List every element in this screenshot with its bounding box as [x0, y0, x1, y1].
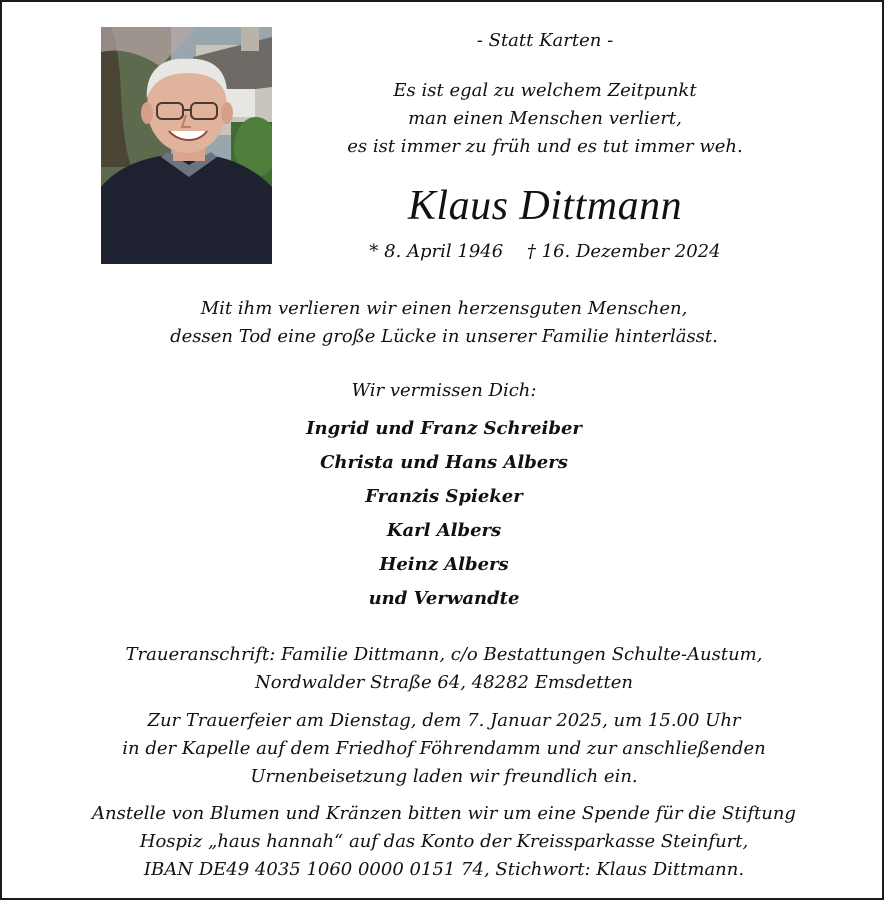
poem-line: es ist immer zu früh und es tut immer weh. — [347, 136, 743, 157]
intro-line: Mit ihm verlieren wir einen herzensguten Menschen, — [200, 298, 688, 319]
statt-karten-header: - Statt Karten - — [476, 30, 614, 51]
family-member: Christa und Hans Albers — [320, 452, 568, 473]
donation-info — [2, 800, 884, 884]
birth-date: * 8. April 1946 — [369, 241, 504, 262]
intro-text — [2, 295, 884, 351]
miss-line: Wir vermissen Dich: — [351, 380, 537, 401]
family-member: Ingrid und Franz Schreiber — [306, 418, 582, 439]
family-list — [2, 412, 884, 616]
donation-line: Hospiz „haus hannah“ auf das Konto der Kreissparkasse Steinfurt, — [139, 831, 749, 852]
deceased-name: Klaus Dittmann — [407, 183, 683, 229]
family-member: und Verwandte — [368, 588, 520, 609]
intro-line: dessen Tod eine große Lücke in unserer Familie hinterlässt. — [170, 326, 718, 347]
donation-line: IBAN DE49 4035 1060 0000 0151 74, Stichwort: Klaus Dittmann. — [143, 859, 745, 880]
donation-line: Anstelle von Blumen und Kränzen bitten wir um eine Spende für die Stiftung — [92, 803, 796, 824]
family-member: Heinz Albers — [379, 554, 509, 575]
life-dates — [302, 241, 788, 262]
service-line: in der Kapelle auf dem Friedhof Föhrendamm und zur anschließenden — [122, 738, 766, 759]
address-line: Traueranschrift: Familie Dittmann, c/o Bestattungen Schulte-Austum, — [125, 644, 763, 665]
mourning-address — [2, 641, 884, 697]
family-member: Franzis Spieker — [365, 486, 523, 507]
family-member: Karl Albers — [386, 520, 502, 541]
poem-line: man einen Menschen verliert, — [408, 108, 682, 129]
poem-line: Es ist egal zu welchem Zeitpunkt — [393, 80, 697, 101]
service-line: Urnenbeisetzung laden wir freundlich ein. — [250, 766, 638, 787]
funeral-service-info — [2, 707, 884, 791]
poem — [302, 77, 788, 161]
address-line: Nordwalder Straße 64, 48282 Emsdetten — [254, 672, 634, 693]
portrait-photo — [101, 27, 272, 264]
death-date: † 16. Dezember 2024 — [526, 241, 721, 262]
service-line: Zur Trauerfeier am Dienstag, dem 7. Januar 2025, um 15.00 Uhr — [147, 710, 741, 731]
